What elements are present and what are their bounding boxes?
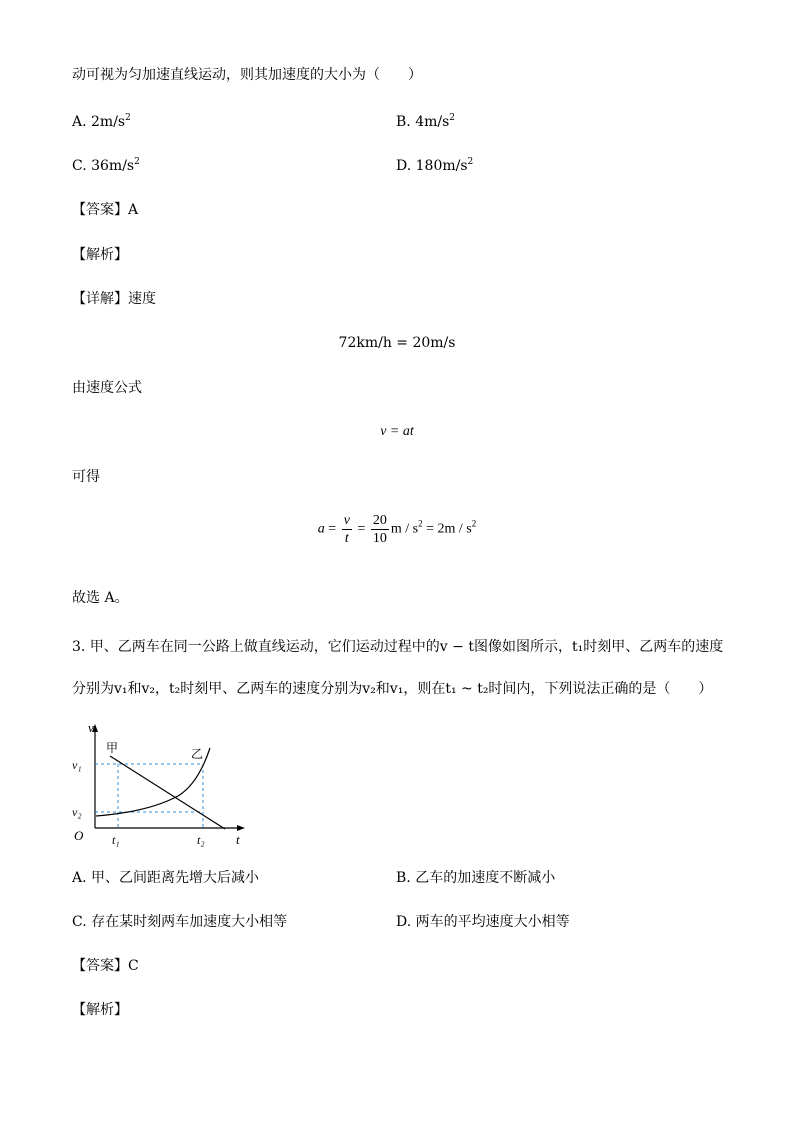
q2-option-c xyxy=(72,156,140,176)
q3-option-d: D. 两车的平均速度大小相等 xyxy=(396,914,570,930)
origin-label: O xyxy=(74,828,84,843)
t-axis-arrow xyxy=(237,825,245,831)
q2-equation-v-at: v = at xyxy=(380,424,414,439)
fraction-v-over-t xyxy=(342,512,352,547)
q2-option-b-label: B. 4m/s xyxy=(396,114,450,130)
eq-unit-sup: 2 xyxy=(418,518,423,529)
answer-value: A xyxy=(128,202,139,218)
eq-result: = 2m / s xyxy=(426,521,472,537)
q2-option-a-label: A. 2m/s xyxy=(72,114,126,130)
q2-option-d xyxy=(396,156,473,176)
q3-option-c: C. 存在某时刻两车加速度大小相等 xyxy=(72,914,288,930)
q2-option-b xyxy=(396,112,455,132)
frac-t: t xyxy=(344,531,349,546)
q2-formula-intro: 由速度公式 xyxy=(72,380,142,396)
q2-option-d-sup: 2 xyxy=(467,157,474,167)
answer-tag: 【答案】 xyxy=(72,958,128,974)
q3-analysis-tag: 【解析】 xyxy=(72,1002,128,1018)
q3-stem-line-2: 分别为v₁和v₂，t₂时刻甲、乙两车的速度分别为v₂和v₁，则在t₁ ~ t₂时间内，下列说法正确的是（ ） xyxy=(72,681,713,697)
q2-equation-acceleration xyxy=(0,512,794,547)
eq-unit: m / s xyxy=(390,521,419,537)
t2-label: t₂ xyxy=(197,833,205,847)
axis-v-label: v xyxy=(88,720,94,735)
q3-option-a: A. 甲、乙间距离先增大后减小 xyxy=(72,870,260,886)
yi-label: 乙 xyxy=(191,747,204,761)
q2-answer xyxy=(72,200,138,220)
frac-20: 20 xyxy=(372,513,387,528)
axis-t-label: t xyxy=(236,832,240,847)
q2-option-c-sup: 2 xyxy=(134,157,140,167)
detail-tag: 【详解】 xyxy=(72,291,128,307)
q3-answer xyxy=(72,956,139,976)
eq-result-sup: 2 xyxy=(471,518,477,529)
fraction-20-over-10 xyxy=(371,512,389,547)
eq-lhs: a xyxy=(317,521,325,537)
v2-label: v₂ xyxy=(72,805,82,819)
q2-analysis-tag: 【解析】 xyxy=(72,247,128,263)
eq-sign-2: = xyxy=(357,521,366,537)
jia-label: 甲 xyxy=(106,741,119,755)
q2-option-a xyxy=(72,112,131,132)
q2-option-b-sup: 2 xyxy=(449,113,456,123)
q3-stem-line-1: 3. 甲、乙两车在同一公路上做直线运动，它们运动过程中的v − t图像如图所示，t₁时刻甲、乙两车的速度 xyxy=(72,639,724,655)
jia-line xyxy=(110,756,225,829)
v-t-graph xyxy=(68,718,258,853)
q2-option-a-sup: 2 xyxy=(125,113,131,123)
frac-10: 10 xyxy=(372,531,387,546)
q2-detail xyxy=(72,289,156,309)
v1-label: v₁ xyxy=(72,758,82,772)
q2-obtain: 可得 xyxy=(72,469,100,485)
q2-equation-speed: 72km/h = 20m/s xyxy=(338,335,456,351)
q2-option-d-label: D. 180m/s xyxy=(396,158,468,174)
answer-value: C xyxy=(128,958,139,974)
answer-tag: 【答案】 xyxy=(72,202,128,218)
t1-label: t₁ xyxy=(112,833,120,847)
frac-v: v xyxy=(343,513,350,528)
q2-conclusion: 故选 A。 xyxy=(72,590,129,606)
intro-line: 动可视为匀加速直线运动，则其加速度的大小为（ ） xyxy=(72,67,422,83)
q3-option-b: B. 乙车的加速度不断减小 xyxy=(396,870,556,886)
eq-sign: = xyxy=(328,521,337,537)
detail-text: 速度 xyxy=(128,291,156,307)
q2-option-c-label: C. 36m/s xyxy=(72,158,135,174)
